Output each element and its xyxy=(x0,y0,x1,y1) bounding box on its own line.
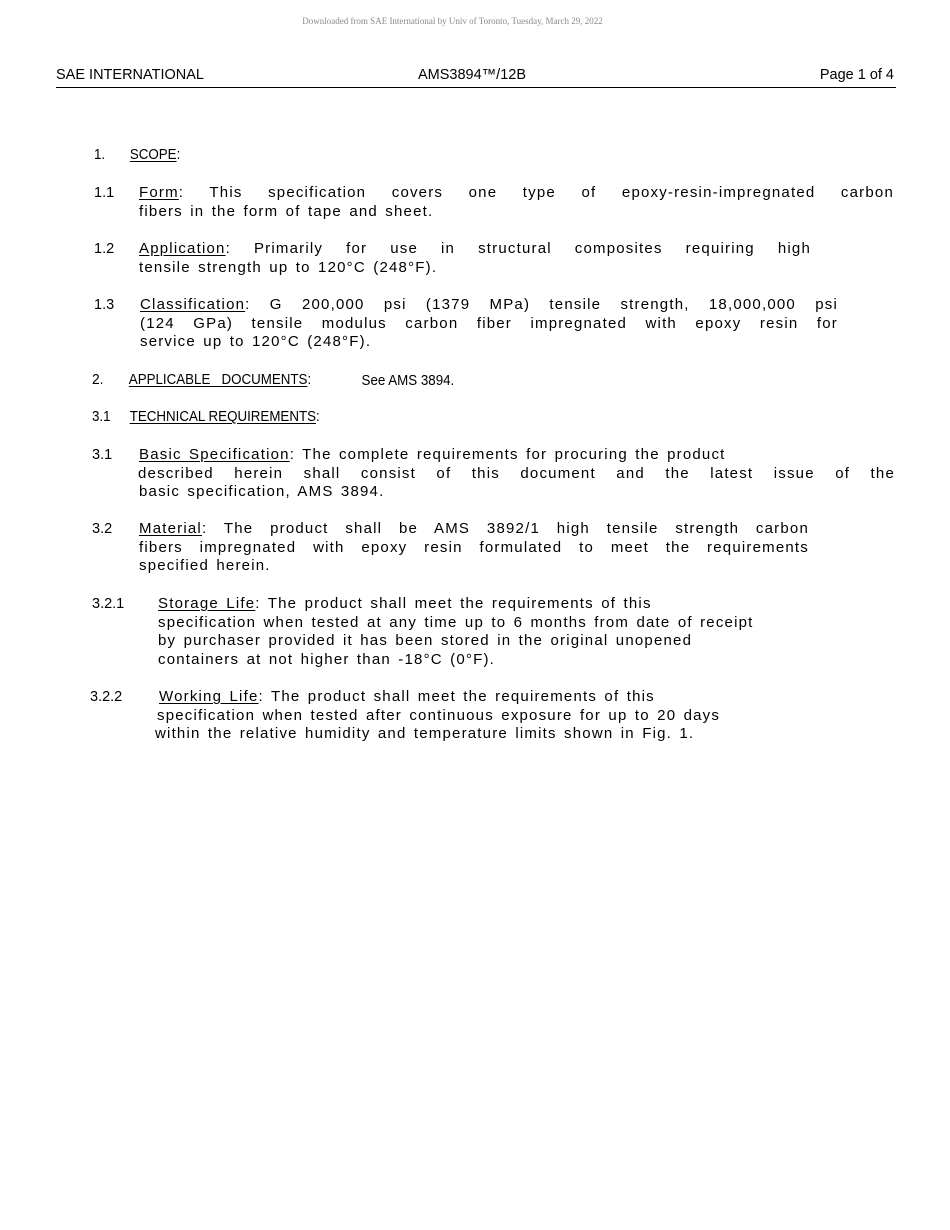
section-title: SCOPE xyxy=(129,147,177,163)
header-document-id: AMS3894™/12B xyxy=(418,67,527,83)
section-title: APPLICABLE DOCUMENTS xyxy=(128,372,308,388)
section-text-line: : The complete requirements for procuring the product xyxy=(289,446,726,463)
section-title: Working Life xyxy=(159,688,259,705)
section-text-line: specification when tested at any time up to 6 months from date of receipt xyxy=(158,613,754,631)
section-number: 3.2.2 xyxy=(90,689,123,705)
section-title: Basic Specification xyxy=(139,446,290,463)
section-title: Material xyxy=(139,520,202,537)
header-page-number: Page 1 of 4 xyxy=(819,67,894,83)
section-number: 2. xyxy=(92,371,104,388)
section-heading-line xyxy=(139,446,895,465)
section-number: 1. xyxy=(94,147,106,163)
section-text-line: specification when tested after continuous exposure for up to 20 days xyxy=(157,706,721,724)
section-text-line: basic specification, AMS 3894. xyxy=(139,483,385,500)
section-text-line: : The product shall be AMS 3892/1 high tensile strength carbon xyxy=(201,520,809,537)
section-number: 3.1 xyxy=(92,447,113,463)
section-text: See AMS 3894. xyxy=(361,373,455,389)
section-text-line: : This specification covers one type of epoxy-resin-impregnated carbon xyxy=(178,184,894,201)
section-text-line: (124 GPa) tensile modulus carbon fiber impregnated with epoxy resin for xyxy=(140,314,838,332)
section-text-line: described herein shall consist of this document and the latest issue of the xyxy=(138,464,895,482)
section-text-line: : Primarily for use in structural composites requiring high xyxy=(225,240,811,257)
section-text-line: specified herein. xyxy=(139,557,271,574)
section-number: 1.2 xyxy=(94,241,115,257)
section-text-line: service up to 120°C (248°F). xyxy=(140,333,372,350)
section-title: Form xyxy=(139,184,179,201)
section-text-line: containers at not higher than -18°C (0°F). xyxy=(158,650,496,668)
section-title: Classification xyxy=(140,296,246,313)
page-header xyxy=(56,67,896,88)
section-text-line: fibers impregnated with epoxy resin formulated to meet the requirements xyxy=(139,538,809,556)
section-number: 3.2 xyxy=(92,521,113,537)
section-text-line: tensile strength up to 120°C (248°F). xyxy=(139,258,438,276)
section-text-line: : The product shall meet the requirements of this xyxy=(255,595,652,612)
section-title: Storage Life xyxy=(158,595,256,612)
section-colon: : xyxy=(316,409,320,425)
section-number: 1.3 xyxy=(94,297,115,313)
section-text-line: : G 200,000 psi (1379 MPa) tensile strength, 18,000,000 psi xyxy=(245,296,838,313)
section-number: 1.1 xyxy=(94,185,115,201)
section-colon: : xyxy=(307,372,312,388)
section-number: 3.1 xyxy=(92,409,111,425)
section-heading-line xyxy=(158,595,848,614)
download-watermark: Downloaded from SAE International by Univ of Toronto, Tuesday, March 29, 2022 xyxy=(302,16,603,26)
section-heading-line xyxy=(159,688,805,707)
section-number: 3.2.1 xyxy=(92,596,125,612)
section-colon: : xyxy=(176,147,181,163)
section-title: Application xyxy=(139,240,226,257)
section-text-line: fibers in the form of tape and sheet. xyxy=(139,202,434,220)
section-text-line: within the relative humidity and temperature limits shown in Fig. 1. xyxy=(155,725,695,742)
section-title: TECHNICAL REQUIREMENTS xyxy=(129,409,317,425)
header-organization: SAE INTERNATIONAL xyxy=(56,67,204,83)
section-text-line: by purchaser provided it has been stored in the original unopened xyxy=(158,632,693,649)
section-text-line: : The product shall meet the requirements of this xyxy=(258,688,655,705)
